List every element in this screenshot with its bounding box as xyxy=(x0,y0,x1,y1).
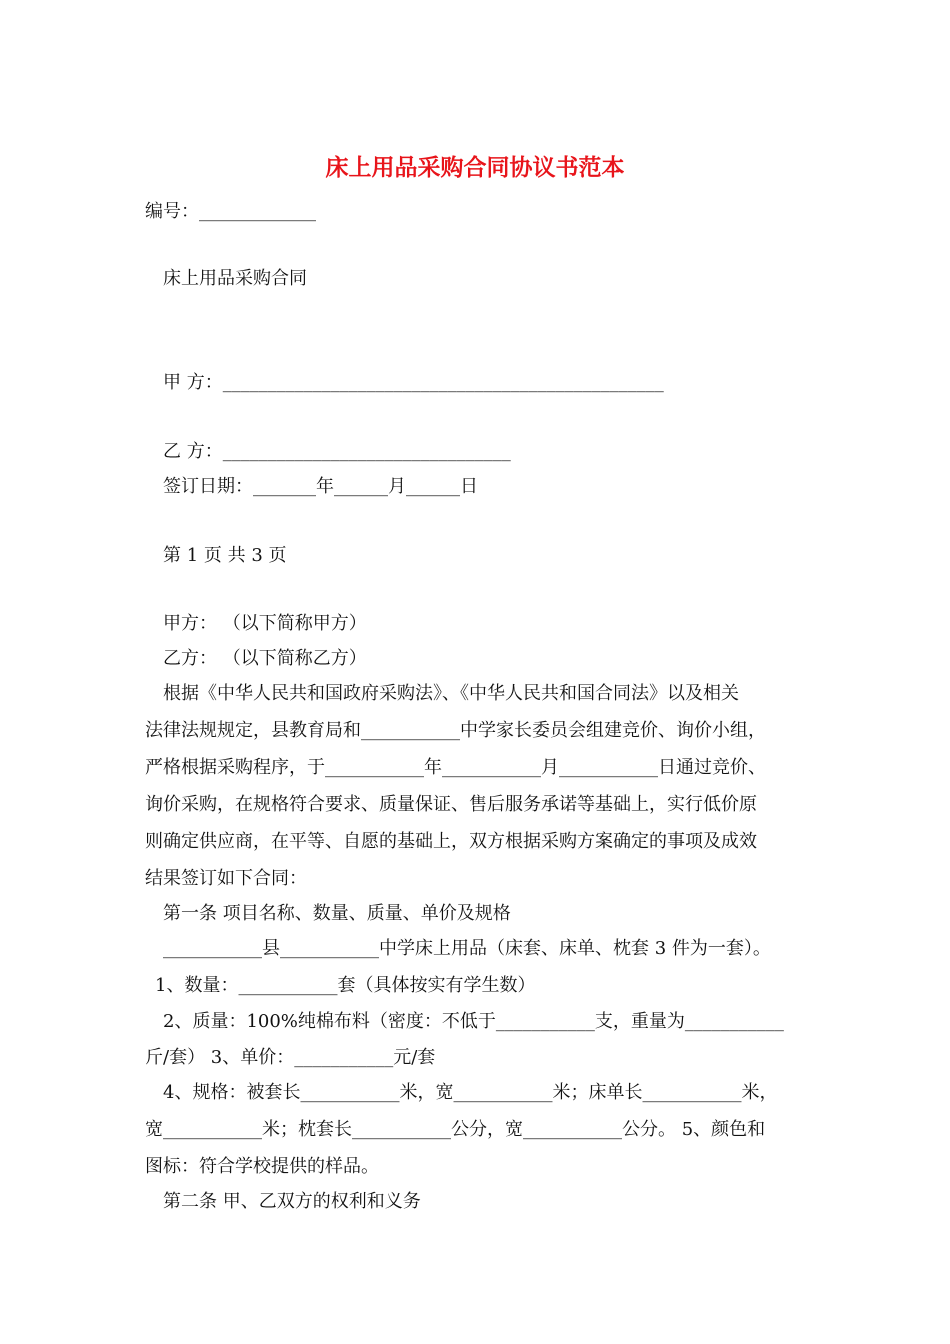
body-line: 根据《中华人民共和国政府采购法》、《中华人民共和国合同法》以及相关 xyxy=(163,683,739,704)
body-line: ___________县___________中学床上用品（床套、床单、枕套 3 件为一套）。 xyxy=(163,938,771,959)
document-title: 床上用品采购合同协议书范本 xyxy=(325,154,625,181)
party-a-short: 甲方： （以下简称甲方） xyxy=(163,613,367,634)
party-b-line: 乙 方：________________________________ xyxy=(163,441,511,462)
party-b-short: 乙方： （以下简称乙方） xyxy=(163,648,367,669)
body-line: 则确定供应商，在平等、自愿的基础上，双方根据采购方案确定的事项及成效 xyxy=(145,831,757,852)
body-line: 2、质量：100%纯棉布料（密度：不低于___________支，重量为___________ xyxy=(163,1011,784,1032)
sign-date-line: 签订日期：_______年______月______日 xyxy=(163,476,478,497)
body-line: 图标：符合学校提供的样品。 xyxy=(145,1156,379,1177)
body-line: 斤/套） 3、单价：___________元/套 xyxy=(145,1047,436,1068)
body-line: 法律法规规定，县教育局和___________中学家长委员会组建竞价、询价小组， xyxy=(145,720,766,741)
body-line: 4、规格：被套长___________米，宽___________米；床单长___________米， xyxy=(163,1082,778,1103)
section-heading: 第一条 项目名称、数量、质量、单价及规格 xyxy=(163,903,511,924)
contract-name: 床上用品采购合同 xyxy=(163,268,307,289)
body-line: 询价采购，在规格符合要求、质量保证、售后服务承诺等基础上，实行低价原 xyxy=(145,794,757,815)
body-line: 结果签订如下合同： xyxy=(145,868,307,889)
body-line: 严格根据采购程序，于___________年___________月___________日通过竞价、 xyxy=(145,757,766,778)
body-line: 1、数量：___________套（具体按实有学生数） xyxy=(155,975,536,996)
body-line: 宽___________米；枕套长___________公分，宽___________公分。 5、颜色和 xyxy=(145,1119,766,1140)
section-heading: 第二条 甲、乙双方的权利和义务 xyxy=(163,1191,421,1212)
page-info: 第 1 页 共 3 页 xyxy=(163,545,287,566)
party-a-line: 甲 方：_________________________________________________ xyxy=(163,372,664,393)
contract-number-line: 编号：_____________ xyxy=(145,201,316,222)
